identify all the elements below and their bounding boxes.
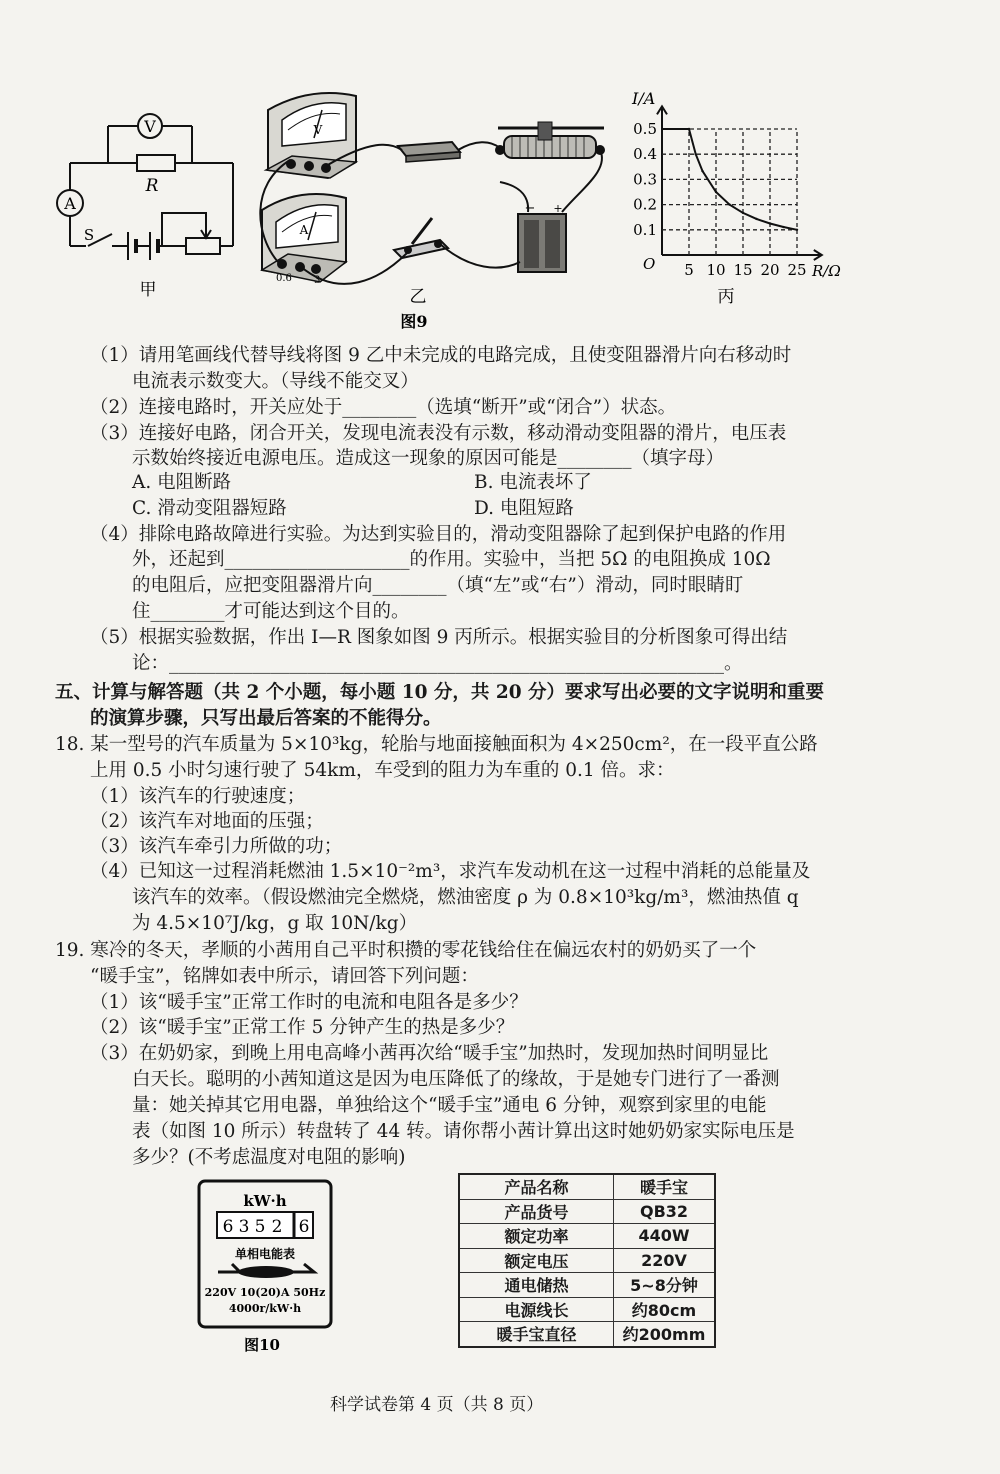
switch-label: S [83,226,95,244]
x-tick-label: 5 [684,261,694,279]
apparatus-yi [260,93,605,286]
svg-text:0.6: 0.6 [276,273,292,284]
text-line: （1）请用笔画线代替导线将图 9 乙中未完成的电路完成，且使变阻器滑片向右移动时 [90,345,792,366]
figure-9-caption: 图9 [400,312,428,331]
meter-unit: kW·h [243,1192,287,1210]
ammeter-letter: A [64,194,76,213]
spec-value-cell: 约200mm [614,1322,716,1347]
meter-type: 单相电能表 [234,1247,296,1261]
meter-constant: 4000r/kW·h [228,1302,302,1315]
spec-label-cell: 额定电压 [459,1248,614,1273]
y-tick-label: 0.3 [633,170,657,189]
text-line: （2）该汽车对地面的压强； [90,811,324,832]
data-point [688,128,690,130]
text-line: （2）连接电路时，开关应处于________（选填“断开”或“闭合”）状态。 [90,397,677,418]
text-line: 多少？(不考虑温度对电阻的影响) [132,1147,406,1168]
text-line: 住________才可能达到这个目的。 [132,601,410,622]
svg-text:+: + [553,202,563,215]
switch-device [394,218,448,258]
label-bing: 丙 [717,287,735,307]
table-row [459,1174,715,1199]
rheostat-device [495,122,605,158]
label-jia: 甲 [139,280,157,300]
data-point [728,203,730,205]
y-tick-label: 0.4 [633,145,657,164]
spec-value-cell: QB32 [614,1199,716,1224]
table-row [459,1199,715,1224]
x-tick-label: 20 [760,261,780,279]
text-line: 的电阻后，应把变阻器滑片向________（填“左”或“右”）滑动，同时眼睛盯 [132,575,744,596]
voltmeter-letter: V [144,117,156,136]
spec-label-cell: 产品名称 [459,1174,614,1199]
text-line: 表（如图 10 所示）转盘转了 44 转。请你帮小茜计算出这时她奶奶家实际电压是 [132,1121,795,1142]
text-line: （4）排除电路故障进行实验。为达到实验目的，滑动变阻器除了起到保护电路的作用 [90,524,787,545]
text-line: （3）该汽车牵引力所做的功； [90,836,343,857]
data-point [755,218,757,220]
table-row [459,1224,715,1249]
y-axis-label: I/A [632,89,656,108]
text-line: 18. 某一型号的汽车质量为 5×10³kg，轮胎与地面接触面积为 4×250cm²，在一段平直公路 [55,734,818,755]
spec-label-cell: 电源线长 [459,1297,614,1322]
meter-digit: 6 [222,1217,234,1237]
svg-text:V: V [313,123,323,137]
meter-digit: 2 [271,1217,283,1237]
text-line: 白天长。聪明的小茜知道这是因为电压降低了的缘故，于是她专门进行了一番测 [132,1069,780,1090]
spec-label-cell: 产品货号 [459,1199,614,1224]
text-line: 该汽车的效率。（假设燃油完全燃烧，燃油密度 ρ 为 0.8×10³kg/m³，燃油热值 q [132,887,799,908]
battery-device [518,201,566,272]
spec-label-cell: 暖手宝直径 [459,1322,614,1347]
text-line: 五、计算与解答题（共 2 个小题，每小题 10 分，共 20 分）要求写出必要的文字说明和重要 [55,682,825,703]
x-tick-label: 10 [706,261,726,279]
spec-label-cell: 通电储热 [459,1273,614,1298]
nameplate-table [458,1173,716,1348]
text-line: 外，还起到____________________的作用。实验中，当把 5Ω 的电阻换成 10Ω [132,549,771,570]
text-line: （3）在奶奶家，到晚上用电高峰小茜再次给“暖手宝”加热时，发现加热时间明显比 [90,1043,769,1064]
text-line: （2）该“暖手宝”正常工作 5 分钟产生的热是多少？ [90,1017,515,1038]
svg-text:3: 3 [314,275,321,286]
resistor-label: R [145,176,159,196]
data-point [742,212,744,214]
voltmeter-device [266,93,356,178]
text-line: D. 电阻短路 [474,498,574,519]
text-line: B. 电流表坏了 [474,472,592,493]
svg-text:A: A [299,223,309,237]
table-row [459,1248,715,1273]
text-line: （4）已知这一过程消耗燃油 1.5×10⁻²m³，求汽车发动机在这一过程中消耗的总能量及 [90,861,811,882]
text-line: （5）根据实验数据，作出 I—R 图象如图 9 丙所示。根据实验目的分析图象可得出结 [90,627,788,648]
text-line: 为 4.5×10⁷J/kg，g 取 10N/kg） [132,913,418,934]
text-line: （1）该汽车的行驶速度； [90,786,306,807]
data-point [715,191,717,193]
x-tick-label: 25 [787,261,807,279]
text-line: 量：她关掉其它用电器，单独给这个“暖手宝”通电 6 分钟，观察到家里的电能 [132,1095,767,1116]
text-line: 电流表示数变大。（导线不能交叉） [132,371,419,392]
figure-10-energy-meter [196,1178,336,1358]
spec-label-cell: 额定功率 [459,1224,614,1249]
text-line: 19. 寒冷的冬天，孝顺的小茜用自己平时积攒的零花钱给住在偏远农村的奶奶买了一个 [55,940,757,961]
table-row [459,1297,715,1322]
y-tick-label: 0.1 [633,220,657,239]
spec-value-cell: 440W [614,1224,716,1249]
text-line: 上用 0.5 小时匀速行驶了 54km，车受到的阻力为车重的 0.1 倍。求： [90,760,675,781]
text-line: 的演算步骤，只写出最后答案的不能得分。 [90,708,442,729]
table-row [459,1322,715,1347]
svg-text:−: − [524,201,536,216]
meter-rating: 220V 10(20)A 50Hz [204,1286,326,1299]
text-line: A. 电阻断路 [132,472,232,493]
spec-value-cell: 5~8分钟 [614,1273,716,1298]
y-tick-label: 0.5 [633,120,657,138]
ir-graph-bing [631,89,841,280]
page-footer: 科学试卷第 4 页（共 8 页） [330,1395,544,1415]
meter-digit: 5 [254,1217,266,1237]
text-line: 论：____________________________________________________________。 [132,653,743,674]
text-line: C. 滑动变阻器短路 [132,498,287,519]
ammeter-device [262,194,346,286]
data-point [782,226,784,228]
x-axis-label: R/Ω [812,262,841,280]
data-point [769,222,771,224]
meter-digit: 6 [298,1217,310,1237]
spec-value-cell: 暖手宝 [614,1174,716,1199]
spec-value-cell: 220V [614,1248,716,1273]
origin-label: O [643,255,656,273]
spec-value-cell: 约80cm [614,1297,716,1322]
text-line: （1）该“暖手宝”正常工作时的电流和电阻各是多少？ [90,992,528,1013]
meter-digit: 3 [238,1217,250,1237]
figure-9 [0,0,1000,340]
data-point [695,153,697,155]
resistor-device [398,142,460,162]
data-point [796,229,798,231]
text-line: （3）连接好电路，闭合开关，发现电流表没有示数，移动滑动变阻器的滑片，电压表 [90,423,787,444]
label-yi: 乙 [409,287,427,307]
text-line: “暖手宝”，铭牌如表中所示，请回答下列问题： [90,966,479,987]
figure-10-caption: 图10 [244,1336,280,1354]
y-tick-label: 0.2 [633,195,657,214]
text-line: 示数始终接近电源电压。造成这一现象的原因可能是________（填字母） [132,448,725,469]
table-row [459,1273,715,1298]
x-tick-label: 15 [733,261,753,279]
data-point [701,170,703,172]
